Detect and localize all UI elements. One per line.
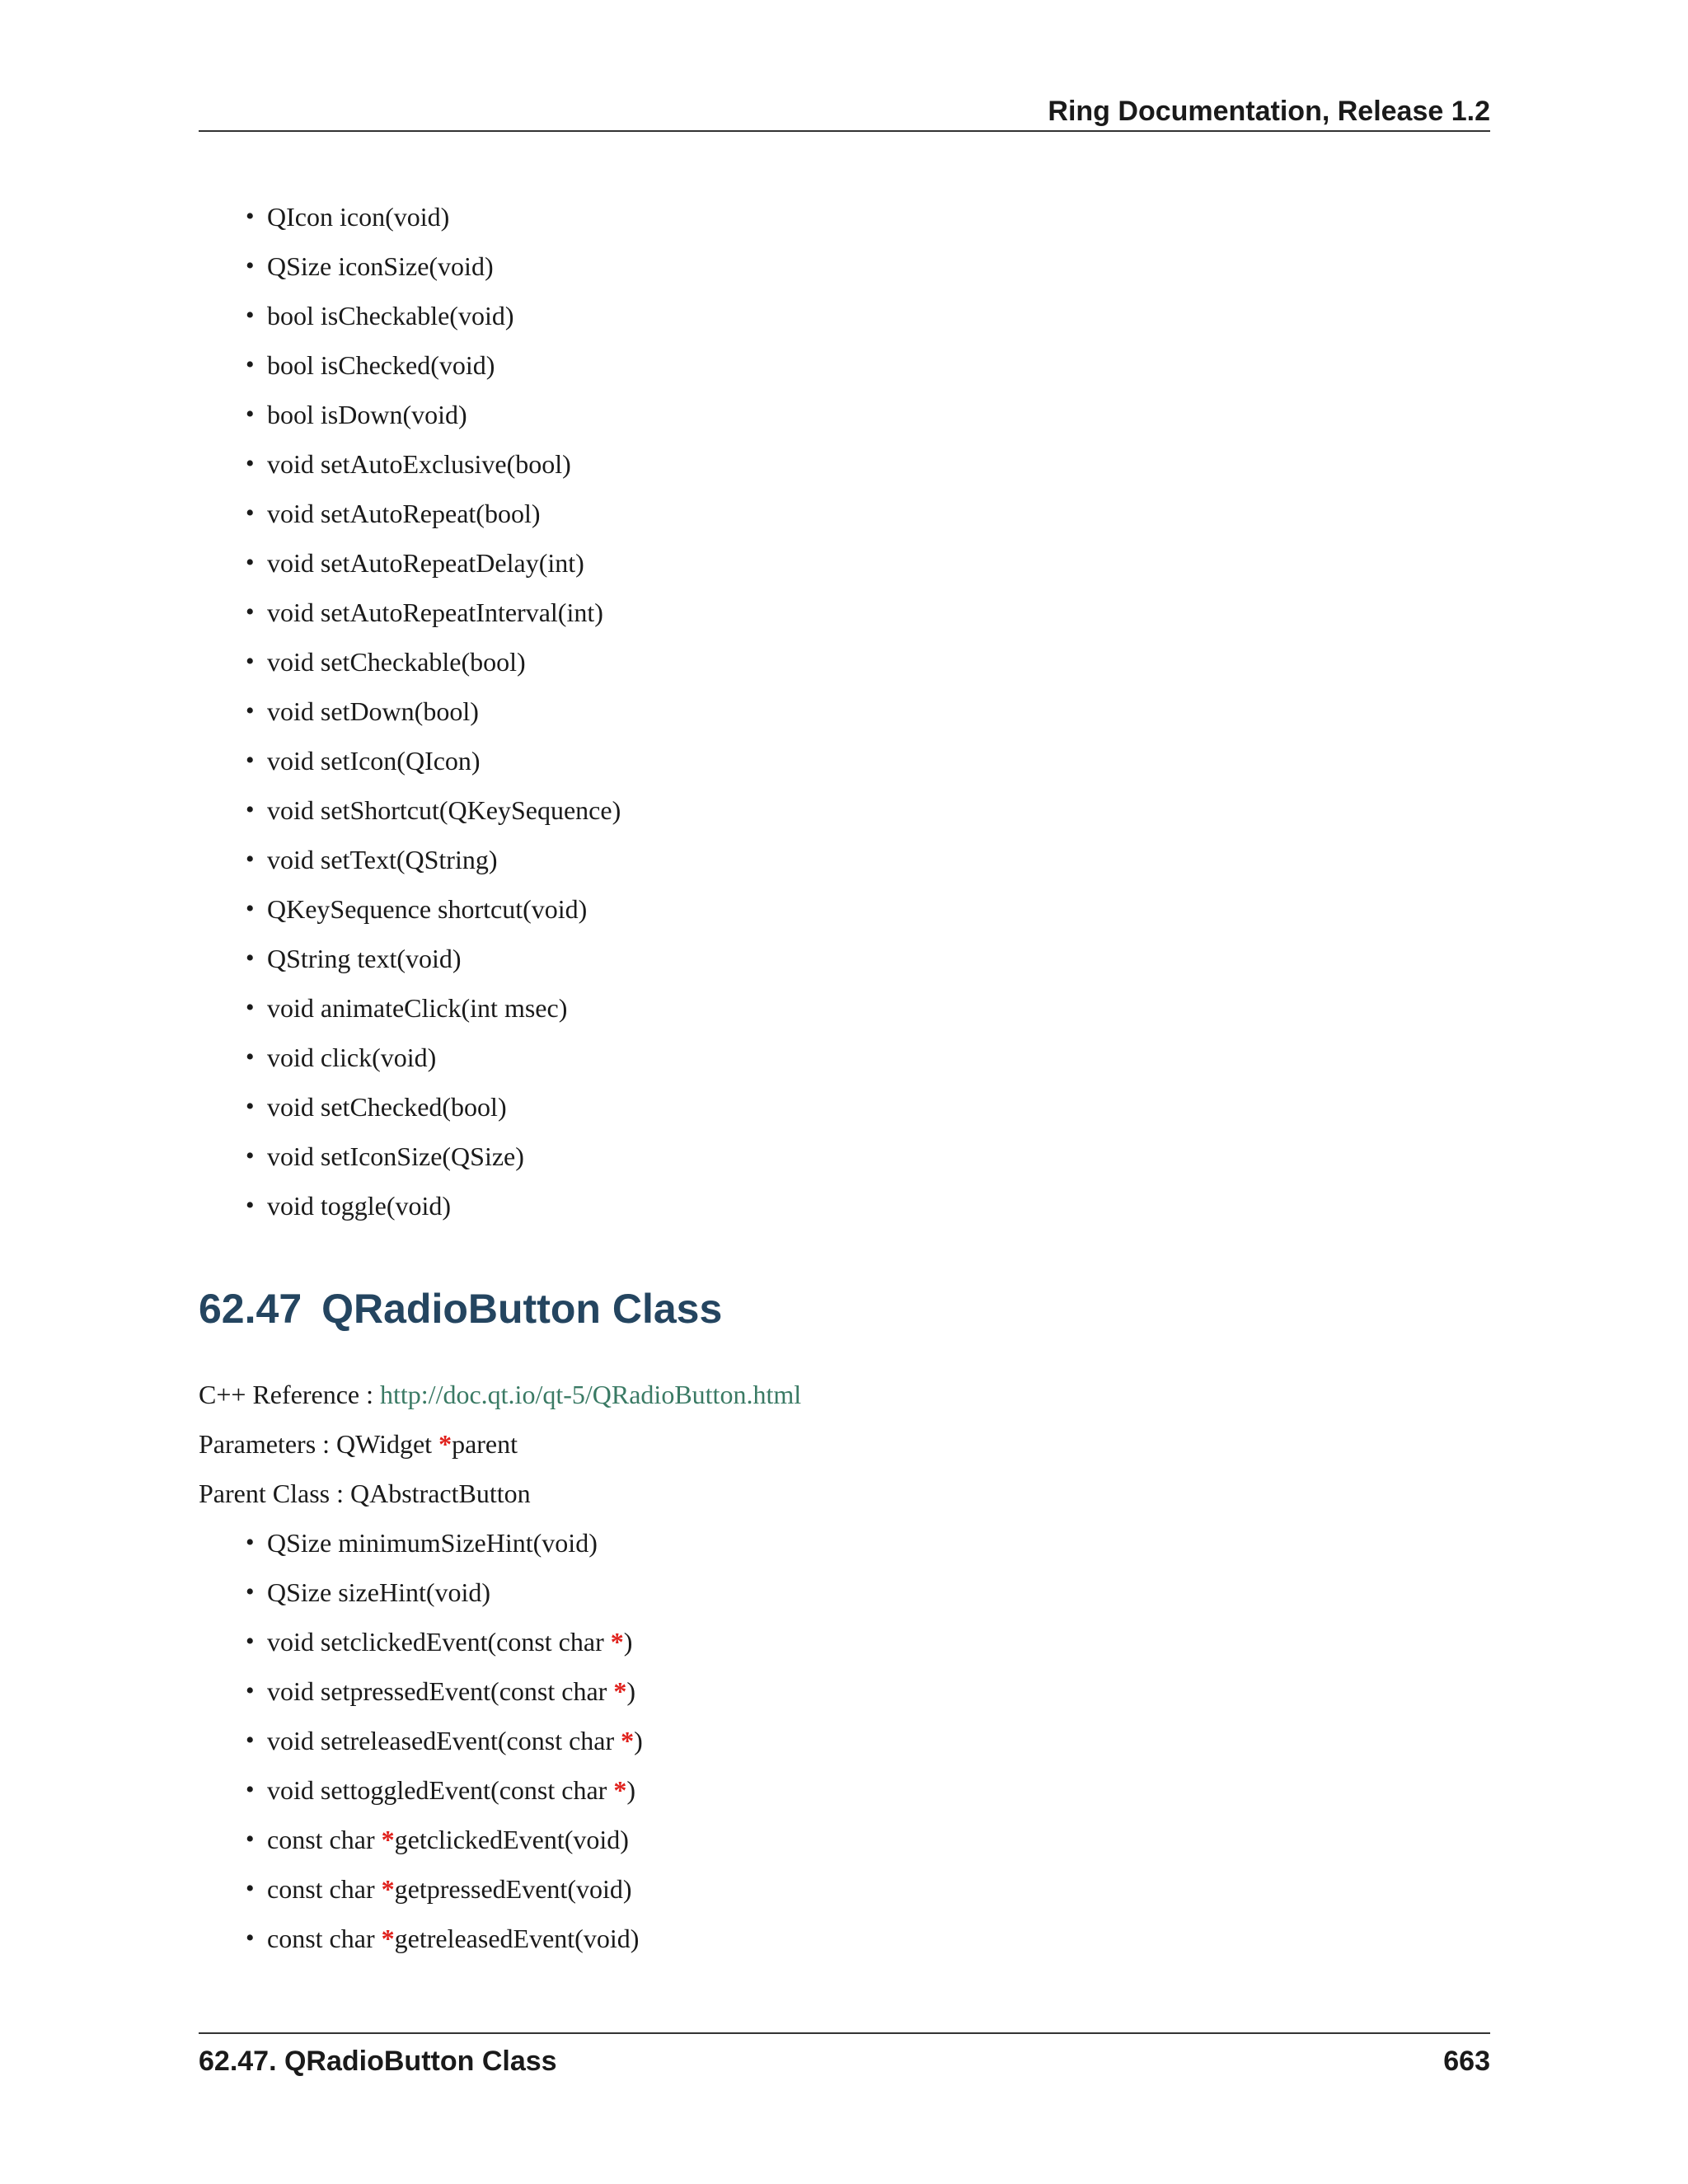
method-signature: void toggle(void) [267,1191,452,1221]
footer-section-label: 62.47. QRadioButton Class [199,2046,557,2077]
bullet-icon: • [246,1192,255,1219]
method-signature-tail: ) [626,1676,635,1706]
page-number: 663 [1443,2046,1490,2077]
section-heading [199,1280,722,1338]
parameters [199,1419,518,1469]
bullet-icon: • [246,1924,255,1952]
method-signature: void settoggledEvent(const char [267,1775,614,1805]
method-signature: QKeySequence shortcut(void) [267,894,588,924]
bullet-icon: • [246,1677,255,1704]
method-signature: void setclickedEvent(const char [267,1627,611,1657]
method-signature: void setAutoRepeatInterval(int) [267,598,603,627]
header-title: Ring Documentation, Release 1.2 [1048,96,1490,127]
bullet-icon: • [246,1628,255,1655]
bullet-icon: • [246,1142,255,1169]
parent-class [199,1469,531,1518]
method-signature: QIcon icon(void) [267,202,450,232]
method-signature: QSize minimumSizeHint(void) [267,1528,598,1558]
bullet-icon: • [246,1529,255,1556]
bullet-icon: • [246,401,255,428]
asterisk: * [610,1627,624,1657]
method-signature: void animateClick(int msec) [267,993,568,1023]
method-signature-tail: ) [626,1775,635,1805]
cpp-reference [199,1370,801,1419]
method-signature: QString text(void) [267,944,462,973]
bullet-icon: • [246,1776,255,1803]
asterisk: * [621,1726,635,1755]
method-signature: void setShortcut(QKeySequence) [267,795,621,825]
method-signature: void setText(QString) [267,845,498,874]
method-signature: void setAutoExclusive(bool) [267,449,571,479]
bullet-icon: • [246,994,255,1021]
method-signature: void setChecked(bool) [267,1092,507,1122]
method-signature: void setIcon(QIcon) [267,746,481,776]
section-title: QRadioButton Class [321,1286,723,1332]
method-signature: void setreleasedEvent(const char [267,1726,621,1755]
method-signature-tail: getreleasedEvent(void) [394,1924,640,1953]
method-signature: bool isCheckable(void) [267,301,514,330]
method-signature-tail: ) [634,1726,643,1755]
bullet-icon: • [246,1578,255,1605]
bullet-icon: • [246,648,255,675]
bullet-icon: • [246,1875,255,1902]
parameters-value: parent [452,1429,518,1459]
method-signature: QSize sizeHint(void) [267,1577,491,1607]
bullet-icon: • [246,252,255,279]
method-signature: void setCheckable(bool) [267,647,526,677]
section-number: 62.47 [199,1286,302,1332]
bullet-icon: • [246,796,255,823]
method-signature: void setAutoRepeat(bool) [267,499,541,528]
bullet-icon: • [246,302,255,329]
bullet-icon: • [246,450,255,477]
method-signature: void setAutoRepeatDelay(int) [267,548,584,578]
method-signature-tail: getpressedEvent(void) [394,1874,632,1904]
asterisk: * [381,1924,395,1953]
bullet-icon: • [246,1093,255,1120]
asterisk: * [613,1775,627,1805]
parent-class-label: Parent Class : QAbstractButton [199,1479,531,1508]
asterisk: * [613,1676,627,1706]
parameters-label: Parameters : QWidget [199,1429,439,1459]
method-signature: const char [267,1874,382,1904]
running-footer [199,2032,1490,2088]
method-signature: void click(void) [267,1043,437,1072]
method-signature: QSize iconSize(void) [267,251,494,281]
method-signature: const char [267,1924,382,1953]
bullet-icon: • [246,1727,255,1754]
bullet-icon: • [246,697,255,724]
bullet-icon: • [246,1043,255,1071]
asterisk: * [438,1429,452,1459]
reference-link[interactable]: http://doc.qt.io/qt-5/QRadioButton.html [380,1380,802,1409]
method-signature-tail: getclickedEvent(void) [394,1825,629,1854]
asterisk: * [381,1874,395,1904]
bullet-icon: • [246,203,255,230]
bullet-icon: • [246,747,255,774]
method-signature-tail: ) [623,1627,633,1657]
bullet-icon: • [246,895,255,922]
method-signature: void setIconSize(QSize) [267,1141,524,1171]
bullet-icon: • [246,549,255,576]
bullet-icon: • [246,598,255,626]
method-signature: void setpressedEvent(const char [267,1676,614,1706]
method-signature: bool isChecked(void) [267,350,495,380]
reference-label: C++ Reference : [199,1380,380,1409]
method-signature: void setDown(bool) [267,696,479,726]
method-signature: bool isDown(void) [267,400,467,429]
bullet-icon: • [246,1825,255,1853]
running-header [199,92,1490,132]
bullet-icon: • [246,944,255,972]
bullet-icon: • [246,351,255,378]
bullet-icon: • [246,499,255,527]
bullet-icon: • [246,846,255,873]
asterisk: * [381,1825,395,1854]
method-signature: const char [267,1825,382,1854]
